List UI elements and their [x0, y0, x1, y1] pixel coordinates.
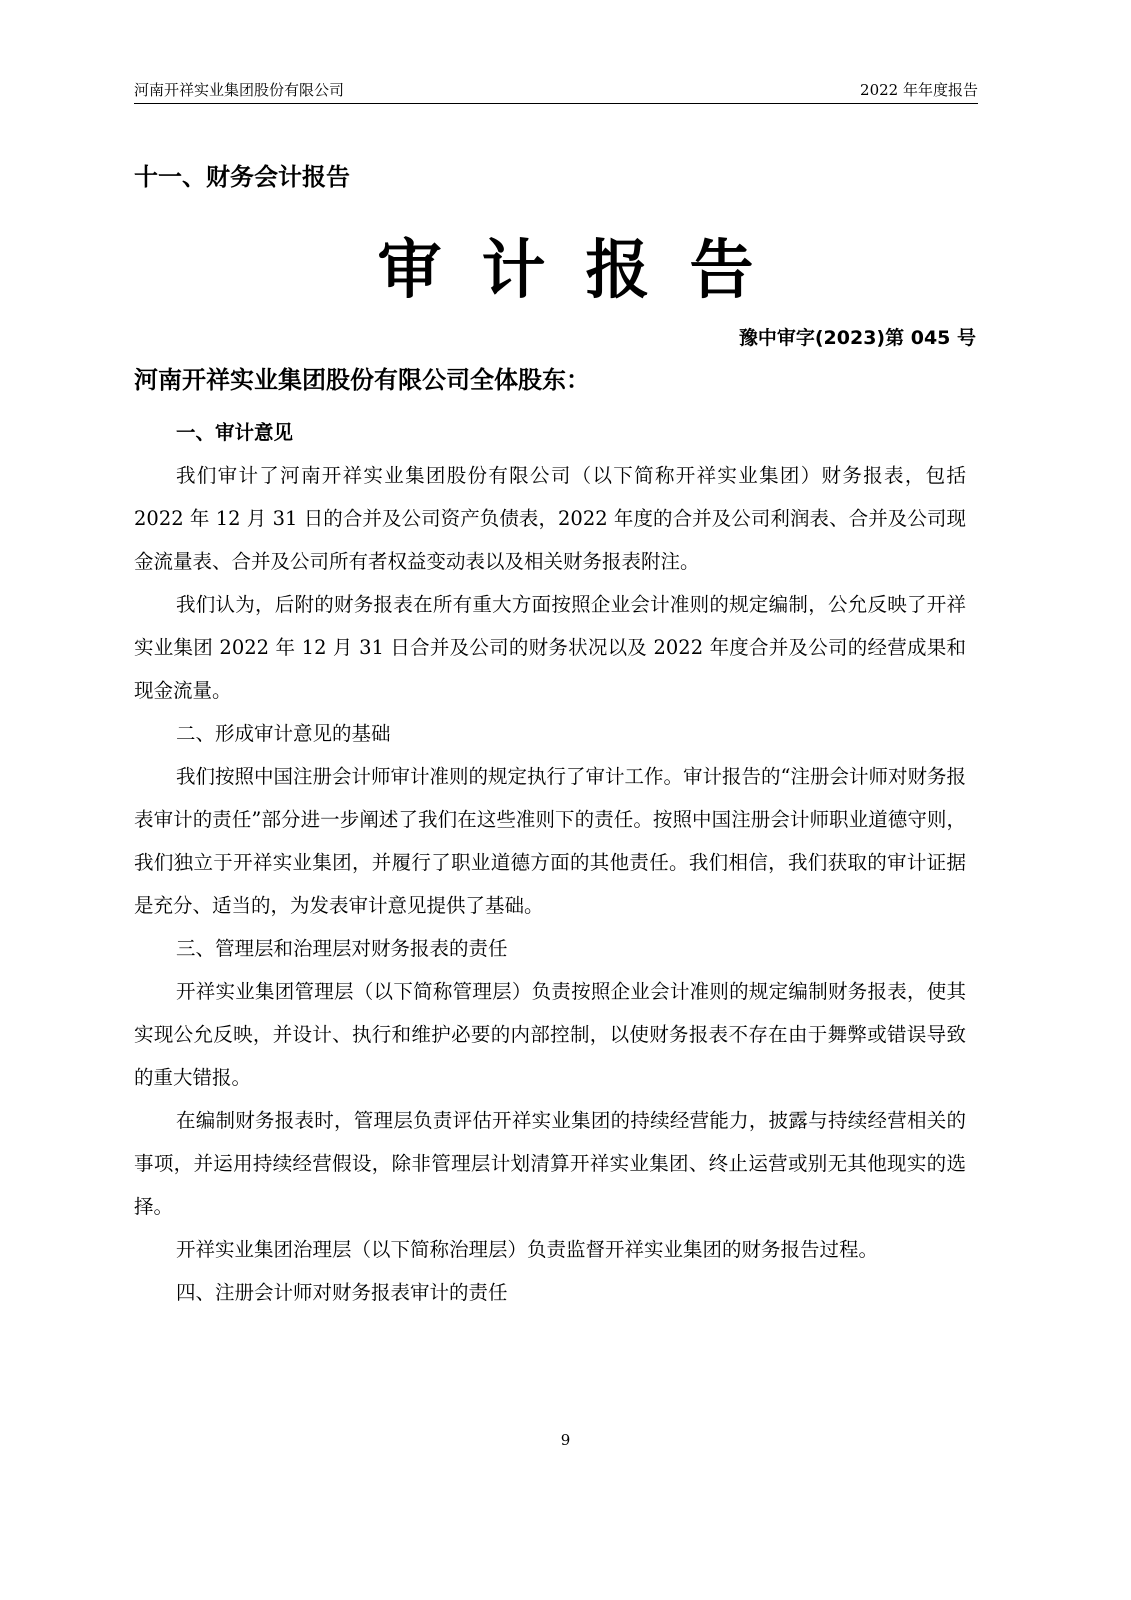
heading-auditor-responsibility: 四、注册会计师对财务报表审计的责任 [176, 1281, 508, 1304]
paragraph-audit-scope: 我们审计了河南开祥实业集团股份有限公司（以下简称开祥实业集团）财务报表，包括 2022 年 12 月 31 日的合并及公司资产负债表，2022 年度的合并及公司利润表、合并及公司现金流量表、合并及公司所有者权益变动表以及相关财务报表附注。 [134, 464, 966, 573]
paragraph-governance-oversight: 开祥实业集团治理层（以下简称治理层）负责监督开祥实业集团的财务报告过程。 [176, 1238, 879, 1261]
paragraph-basis: 我们按照中国注册会计师审计准则的规定执行了审计工作。审计报告的“注册会计师对财务报表审计的责任”部分进一步阐述了我们在这些准则下的责任。按照中国注册会计师职业道德守则，我们独立于开祥实业集团，并履行了职业道德方面的其他责任。我们相信，我们获取的审计证据是充分、适当的，为发表审计意见提供了基础。 [134, 765, 966, 917]
page-header [134, 80, 978, 104]
heading-audit-opinion: 一、审计意见 [176, 421, 294, 444]
report-body [134, 411, 966, 1314]
header-report-name: 2022 年年度报告 [860, 81, 978, 99]
paragraph-going-concern: 在编制财务报表时，管理层负责评估开祥实业集团的持续经营能力，披露与持续经营相关的事项，并运用持续经营假设，除非管理层计划清算开祥实业集团、终止运营或别无其他现实的选择。 [134, 1109, 966, 1218]
heading-management-responsibility: 三、管理层和治理层对财务报表的责任 [176, 937, 508, 960]
section-title: 十一、财务会计报告 [134, 163, 350, 191]
report-number: 豫中审字(2023)第 045 号 [738, 327, 976, 349]
paragraph-management-preparation: 开祥实业集团管理层（以下简称管理层）负责按照企业会计准则的规定编制财务报表，使其实现公允反映，并设计、执行和维护必要的内部控制，以使财务报表不存在由于舞弊或错误导致的重大错报。 [134, 980, 966, 1089]
header-company-name: 河南开祥实业集团股份有限公司 [134, 81, 345, 99]
header-divider [134, 103, 978, 104]
page-number: 9 [560, 1431, 571, 1449]
addressee: 河南开祥实业集团股份有限公司全体股东： [134, 366, 590, 394]
report-title: 审计报告 [377, 234, 794, 308]
heading-basis: 二、形成审计意见的基础 [176, 722, 391, 745]
paragraph-opinion: 我们认为，后附的财务报表在所有重大方面按照企业会计准则的规定编制，公允反映了开祥实业集团 2022 年 12 月 31 日合并及公司的财务状况以及 2022 年度合并及公司的经营成果和现金流量。 [134, 593, 966, 702]
